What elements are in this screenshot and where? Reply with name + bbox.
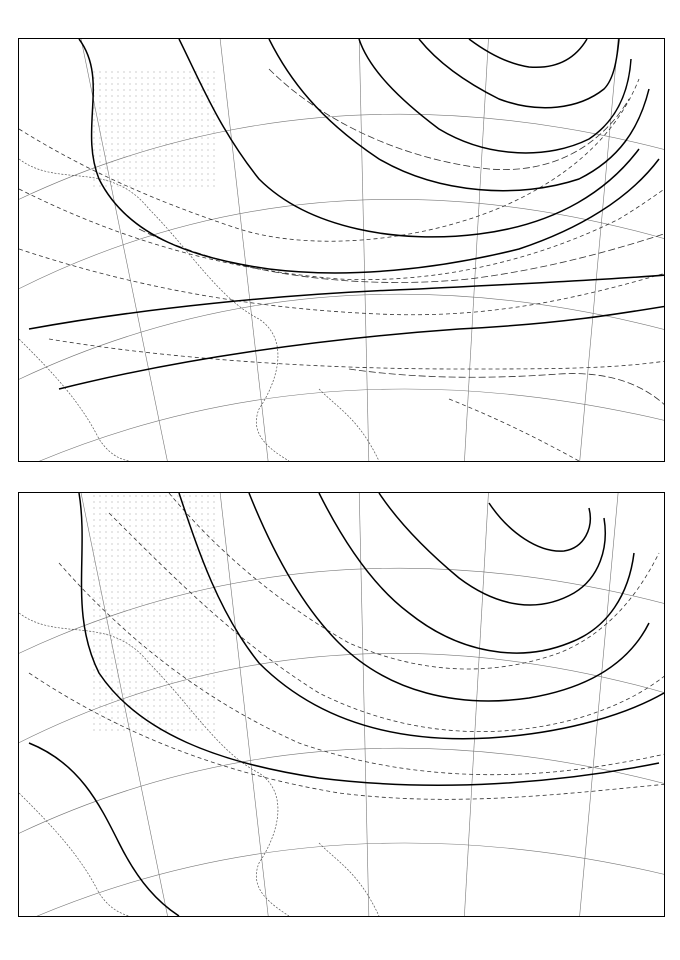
map-300hpa: [19, 39, 664, 461]
map-500hpa: [19, 493, 664, 916]
map-panel-500hpa: [18, 492, 665, 917]
grid-dots: [89, 493, 219, 733]
grid-dots: [89, 69, 219, 189]
map-panel-300hpa: [18, 38, 665, 462]
coastline: [19, 159, 379, 461]
